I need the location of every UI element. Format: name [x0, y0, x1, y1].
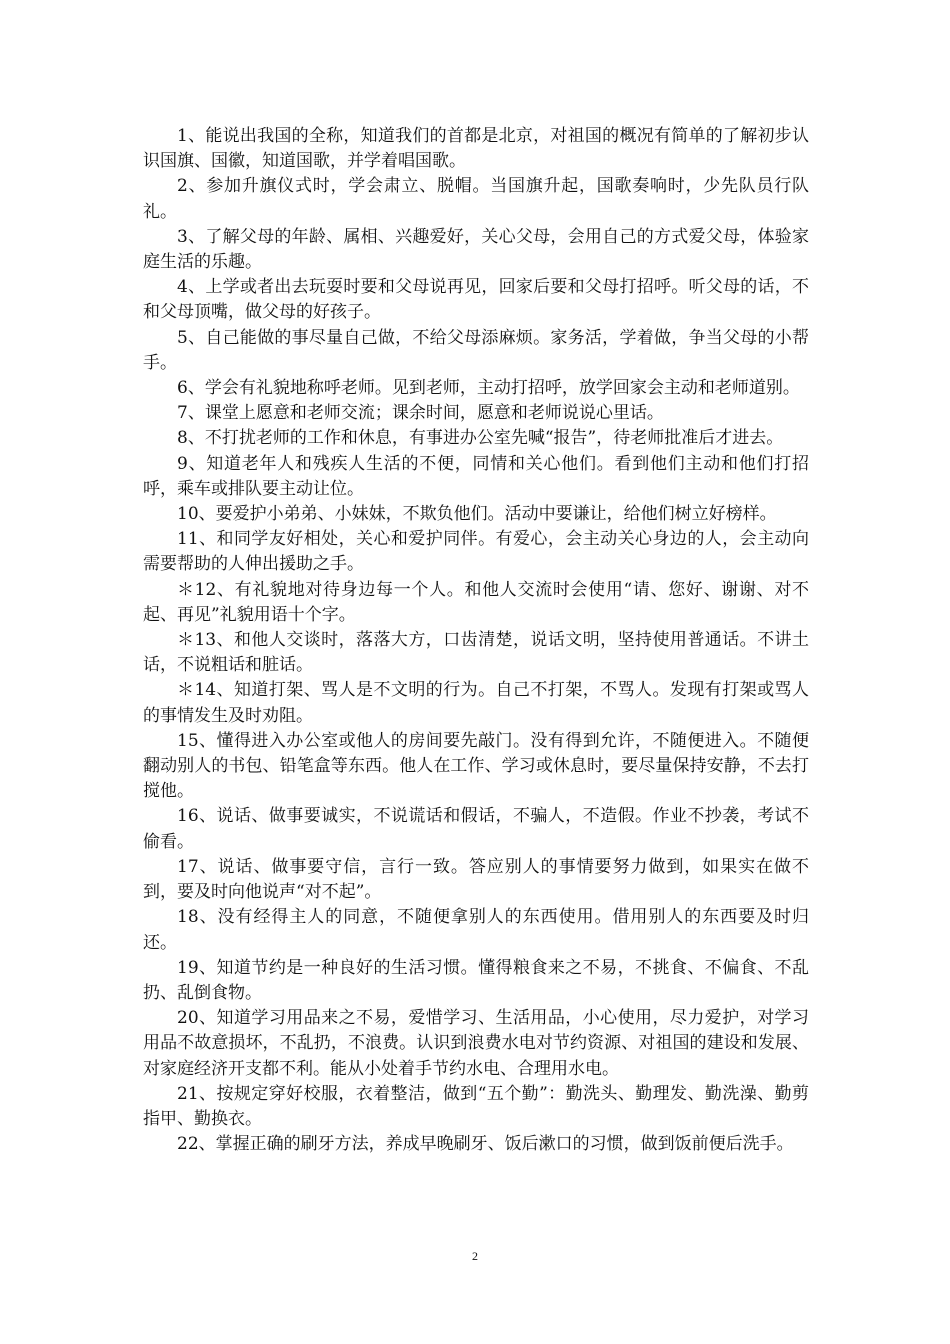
paragraph: ＊14、知道打架、骂人是不文明的行为。自己不打架，不骂人。发现有打架或骂人的事情发生及时劝阻。	[143, 680, 809, 726]
paragraph: 22、掌握正确的刷牙方法，养成早晚刷牙、饭后漱口的习惯，做到饭前便后洗手。	[177, 1134, 794, 1155]
page-number: 2	[472, 1249, 478, 1263]
paragraph: 16、说话、做事要诚实，不说谎话和假话，不骗人，不造假。作业不抄袭，考试不偷看。	[143, 806, 809, 852]
paragraph: 7、课堂上愿意和老师交流；课余时间，愿意和老师说说心里话。	[177, 403, 664, 424]
paragraph: 4、上学或者出去玩耍时要和父母说再见，回家后要和父母打招呼。听父母的话，不和父母顶嘴，做父母的好孩子。	[143, 277, 809, 323]
paragraph: 15、懂得进入办公室或他人的房间要先敲门。没有得到允许，不随便进入。不随便翻动别人的书包、铅笔盒等东西。他人在工作、学习或休息时，要尽量保持安静，不去打搅他。	[143, 730, 809, 802]
document-body	[143, 124, 809, 1157]
paragraph: ＊13、和他人交谈时，落落大方，口齿清楚，说话文明，坚持使用普通话。不讲土话，不说粗话和脏话。	[143, 630, 809, 676]
paragraph: 1、能说出我国的全称，知道我们的首都是北京，对祖国的概况有简单的了解初步认识国旗、国徽，知道国歌，并学着唱国歌。	[143, 126, 809, 172]
paragraph: 10、要爱护小弟弟、小妹妹，不欺负他们。活动中要谦让，给他们树立好榜样。	[177, 504, 777, 525]
paragraph: 6、学会有礼貌地称呼老师。见到老师，主动打招呼，放学回家会主动和老师道别。	[177, 378, 800, 399]
paragraph: 5、自己能做的事尽量自己做，不给父母添麻烦。家务活，学着做，争当父母的小帮手。	[143, 327, 809, 373]
paragraph: ＊12、有礼貌地对待身边每一个人。和他人交流时会使用“请、您好、谢谢、对不起、再见”礼貌用语十个字。	[143, 579, 809, 625]
paragraph: 8、不打扰老师的工作和休息，有事进办公室先喊“报告”，待老师批准后才进去。	[177, 428, 784, 449]
paragraph: 2、参加升旗仪式时，学会肃立、脱帽。当国旗升起，国歌奏响时，少先队员行队礼。	[143, 176, 809, 222]
paragraph: 3、了解父母的年龄、属相、兴趣爱好，关心父母，会用自己的方式爱父母，体验家庭生活的乐趣。	[143, 226, 809, 273]
paragraph: 18、没有经得主人的同意，不随便拿别人的东西使用。借用别人的东西要及时归还。	[143, 907, 809, 953]
paragraph: 21、按规定穿好校服，衣着整洁，做到“五个勤”：勤洗头、勤理发、勤洗澡、勤剪指甲、勤换衣。	[143, 1083, 809, 1129]
paragraph: 9、知道老年人和残疾人生活的不便，同情和关心他们。看到他们主动和他们打招呼，乘车或排队要主动让位。	[143, 453, 809, 499]
paragraph: 20、知道学习用品来之不易，爱惜学习、生活用品，小心使用，尽力爱护，对学习用品不故意损坏，不乱扔，不浪费。认识到浪费水电对节约资源、对祖国的建设和发展、对家庭经济开支都不利。能从小处着手节约水电、合理用水电。	[143, 1008, 809, 1079]
paragraph: 11、和同学友好相处，关心和爱护同伴。有爱心，会主动关心身边的人，会主动向需要帮助的人伸出援助之手。	[143, 529, 809, 575]
paragraph: 17、说话、做事要守信，言行一致。答应别人的事情要努力做到，如果实在做不到，要及时向他说声“对不起”。	[143, 856, 809, 903]
paragraph: 19、知道节约是一种良好的生活习惯。懂得粮食来之不易，不挑食、不偏食、不乱扔、乱倒食物。	[143, 957, 809, 1003]
